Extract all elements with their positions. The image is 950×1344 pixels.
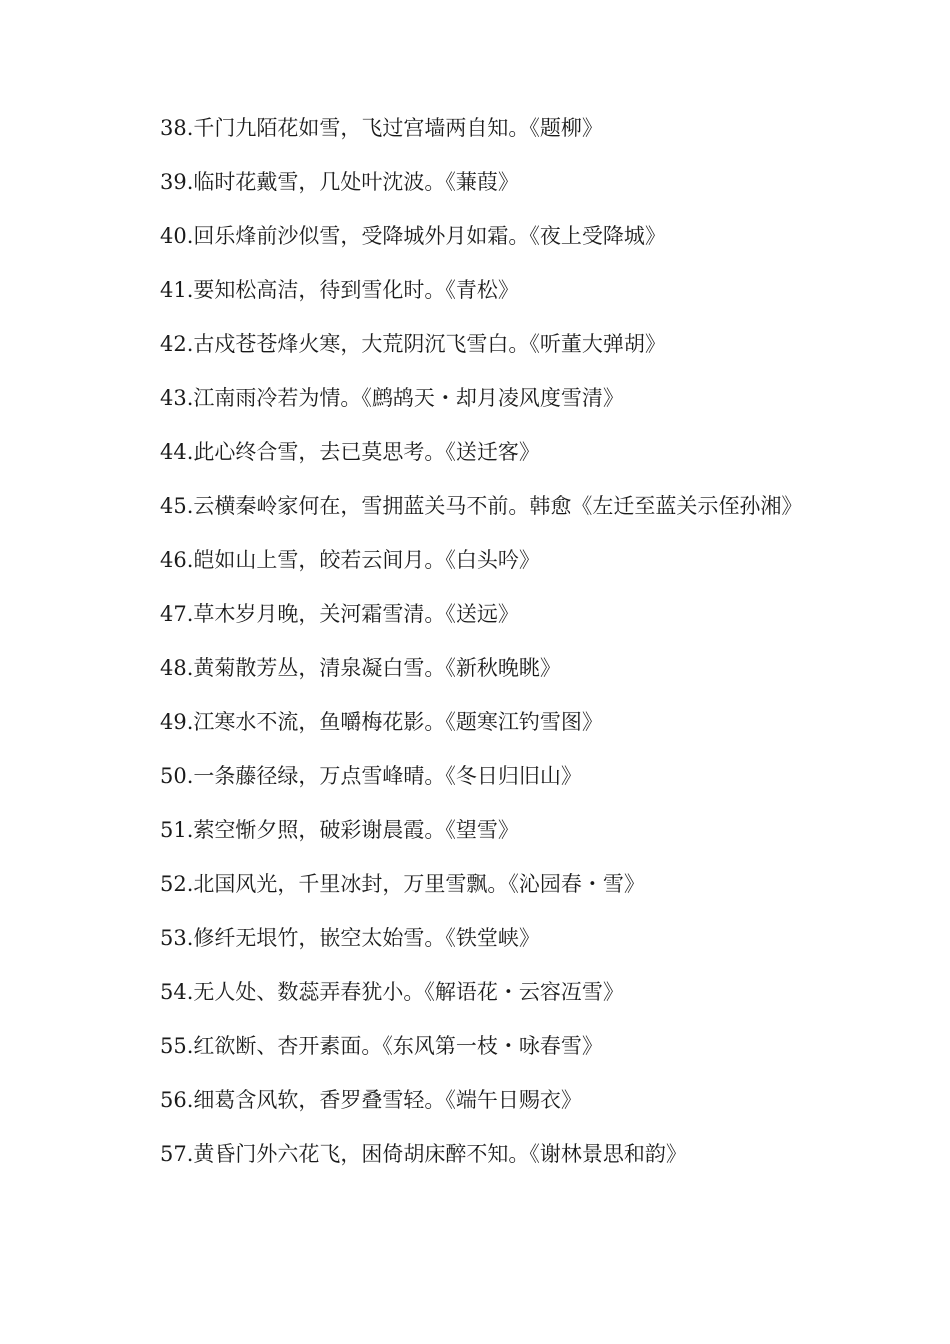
poem-line-44: 44.此心终合雪，去已莫思考。《送迁客》 bbox=[160, 440, 540, 464]
poem-line-52: 52.北国风光，千里冰封，万里雪飘。《沁园春・雪》 bbox=[160, 872, 645, 896]
poem-line-49: 49.江寒水不流，鱼嚼梅花影。《题寒江钓雪图》 bbox=[160, 710, 603, 734]
poem-line-42: 42.古戍苍苍烽火寒，大荒阴沉飞雪白。《听董大弹胡》 bbox=[160, 332, 666, 356]
poem-line-list bbox=[116, 113, 816, 1193]
poem-line-55: 55.红欲断、杏开素面。《东风第一枝・咏春雪》 bbox=[160, 1034, 603, 1058]
poem-line-47: 47.草木岁月晚，关河霜雪清。《送远》 bbox=[160, 602, 519, 626]
poem-line-48: 48.黄菊散芳丛，清泉凝白雪。《新秋晚眺》 bbox=[160, 656, 561, 680]
poem-line-40: 40.回乐烽前沙似雪，受降城外月如霜。《夜上受降城》 bbox=[160, 224, 666, 248]
poem-line-45: 45.云横秦岭家何在，雪拥蓝关马不前。韩愈《左迁至蓝关示侄孙湘》 bbox=[160, 494, 803, 518]
poem-line-57: 57.黄昏门外六花飞，困倚胡床醉不知。《谢林景思和韵》 bbox=[160, 1142, 687, 1166]
poem-line-39: 39.临时花戴雪，几处叶沈波。《蒹葭》 bbox=[160, 170, 519, 194]
poem-line-43: 43.江南雨冷若为情。《鹧鸪天・却月凌风度雪清》 bbox=[160, 386, 624, 410]
poem-line-41: 41.要知松高洁，待到雪化时。《青松》 bbox=[160, 278, 519, 302]
poem-line-56: 56.细葛含风软，香罗叠雪轻。《端午日赐衣》 bbox=[160, 1088, 582, 1112]
poem-line-54: 54.无人处、数蕊弄春犹小。《解语花・云容冱雪》 bbox=[160, 980, 624, 1004]
poem-line-53: 53.修纤无垠竹，嵌空太始雪。《铁堂峡》 bbox=[160, 926, 540, 950]
poem-line-50: 50.一条藤径绿，万点雪峰晴。《冬日归旧山》 bbox=[160, 764, 582, 788]
poem-line-46: 46.皑如山上雪，皎若云间月。《白头吟》 bbox=[160, 548, 540, 572]
poem-line-51: 51.萦空惭夕照，破彩谢晨霞。《望雪》 bbox=[160, 818, 519, 842]
poem-line-38: 38.千门九陌花如雪，飞过宫墙两自知。《题柳》 bbox=[160, 116, 603, 140]
